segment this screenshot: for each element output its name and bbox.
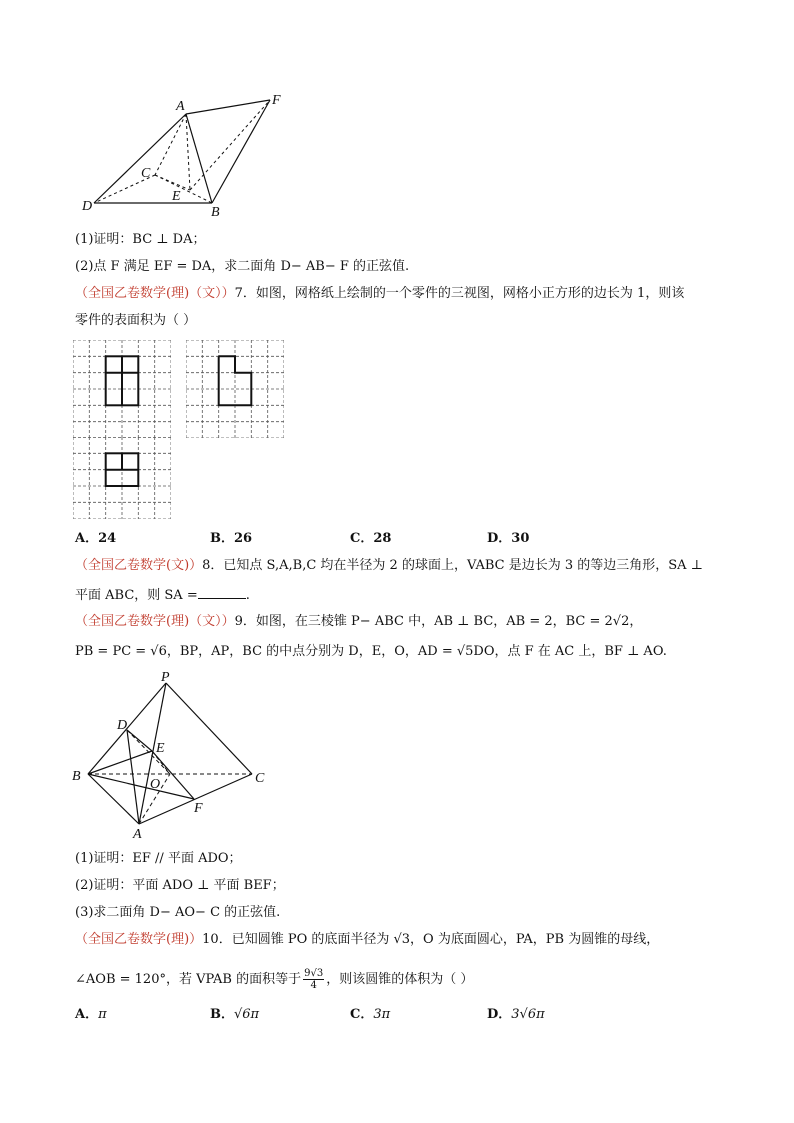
q10-source: （全国乙卷数学(理)） [75, 932, 203, 947]
three-view-side [186, 340, 284, 438]
three-view-top [73, 437, 171, 519]
q8-text1: 8．已知点 S,A,B,C 均在半径为 2 的球面上，VABC 是边长为 3 的等边三角形，SA ⊥ [202, 558, 703, 573]
figure-prism-abcdef [70, 88, 370, 228]
prev-part1: (1)证明：BC ⊥ DA； [75, 232, 206, 247]
fig2-label-f: F [194, 801, 203, 816]
q8-source: （全国乙卷数学(文)） [75, 558, 203, 573]
q10-text1: 10．已知圆锥 PO 的底面半径为 √3，O 为底面圆心，PA，PB 为圆锥的母线， [202, 932, 660, 947]
fig1-label-c: C [141, 166, 151, 181]
q10-option-b[interactable]: B．√6π [210, 1007, 260, 1022]
q10-fraction: $\frac{9√3}{4}$ [304, 968, 324, 991]
q7-text1: 7．如图，网格纸上绘制的一个零件的三视图，网格小正方形的边长为 1，则该 [234, 286, 685, 301]
three-view-front [73, 340, 171, 438]
q10-option-d[interactable]: D．3√6π [487, 1007, 545, 1022]
q9-source: （全国乙卷数学(理)（文）） [75, 614, 235, 629]
fig1-label-b: B [211, 205, 220, 220]
q9-line1 [75, 614, 642, 630]
fig2-label-a: A [133, 827, 142, 838]
q10-option-c[interactable]: C．3π [350, 1007, 391, 1022]
q7-source: （全国乙卷数学(理)（文）） [75, 286, 235, 301]
q7-option-d[interactable]: D．30 [487, 531, 530, 546]
fig1-label-f: F [272, 93, 281, 108]
q10-line2: ∠AOB = 120°，若 VPAB 的面积等于 $\frac{9√3}{4}$ ，则该圆锥的体积为（ ） [75, 968, 474, 991]
fig1-label-a: A [176, 99, 185, 114]
q7-option-c[interactable]: C．28 [350, 531, 392, 546]
q8-line2: 平面 ABC，则 SA = . [75, 588, 250, 603]
q7-option-b[interactable]: B．26 [210, 531, 253, 546]
q8-line1 [75, 558, 703, 574]
fig2-label-d: D [117, 718, 128, 733]
fig1-label-d: D [82, 199, 93, 214]
fig2-label-c: C [255, 771, 265, 786]
q9-text1: 9．如图，在三棱锥 P− ABC 中，AB ⊥ BC，AB = 2，BC = 2√2， [234, 614, 643, 629]
q10-line1 [75, 932, 659, 948]
q9-line2: PB = PC = √6，BP，AP，BC 的中点分别为 D，E，O，AD = √5DO，点 F 在 AC 上，BF ⊥ AO. [75, 644, 667, 659]
prev-part2: (2)点 F 满足 EF = DA，求二面角 D− AB− F 的正弦值. [75, 259, 410, 274]
figure-pyramid-pabc [68, 668, 278, 838]
q10-option-a[interactable]: A．π [75, 1007, 107, 1022]
fig2-label-p: P [161, 670, 170, 685]
fig2-label-e: E [156, 741, 165, 756]
fig2-label-o: O [150, 777, 161, 792]
fig1-label-e: E [172, 189, 181, 204]
q7-line2: 零件的表面积为（ ） [75, 313, 197, 328]
q7-line1 [75, 286, 684, 302]
q9-part3: (3)求二面角 D− AO− C 的正弦值. [75, 905, 281, 920]
q7-option-a[interactable]: A．24 [75, 531, 117, 546]
q9-part2: (2)证明：平面 ADO ⊥ 平面 BEF； [75, 878, 285, 893]
fig2-label-b: B [72, 769, 81, 784]
q8-answer-blank[interactable] [198, 586, 246, 599]
q9-part1: (1)证明：EF // 平面 ADO； [75, 851, 242, 866]
